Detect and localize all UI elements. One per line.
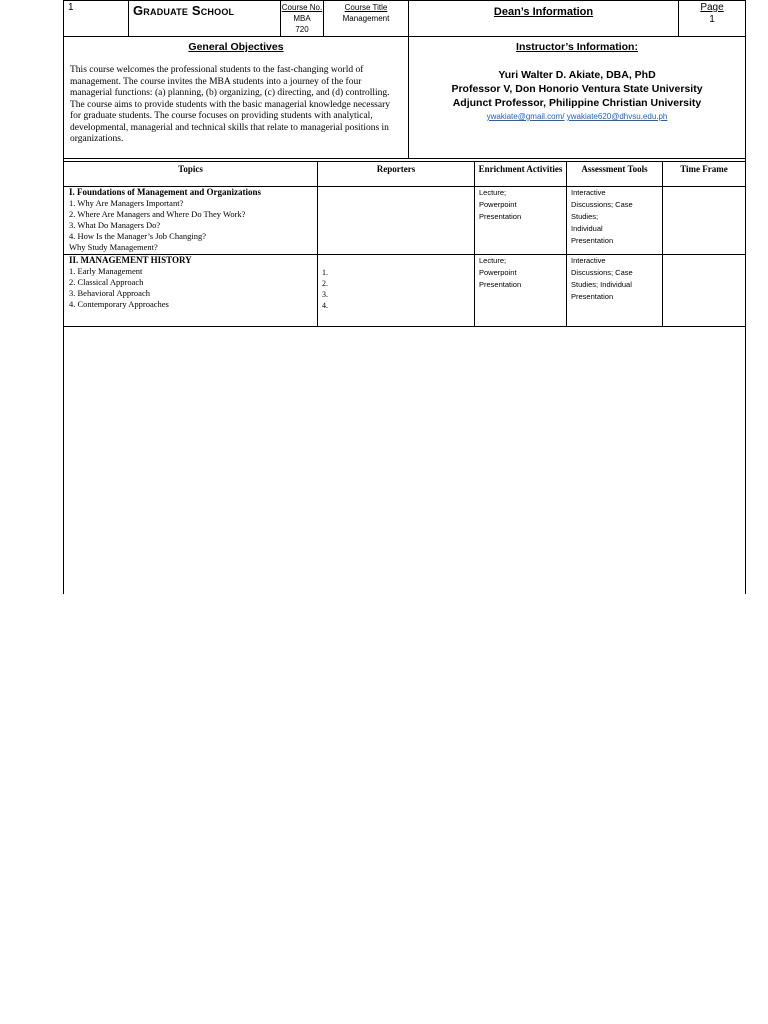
instructor-emails	[409, 112, 745, 121]
time-frame-cell	[663, 255, 745, 326]
syllabus-sheet	[63, 0, 746, 594]
table-row	[64, 255, 745, 327]
enrichment-line: Lecture;	[479, 188, 507, 197]
enrichment-line: Presentation	[479, 280, 522, 289]
topic-title: I. Foundations of Management and Organizations	[69, 187, 262, 197]
header-enrichment: Enrichment Activities	[475, 162, 567, 187]
instructor-title: Instructor’s Information:	[516, 41, 638, 53]
reporter-slot: 3.	[322, 290, 328, 299]
reporter-slot: 2.	[322, 279, 328, 288]
assessment-line: Studies;	[571, 212, 599, 221]
enrichment-line: Powerpoint	[479, 200, 517, 209]
course-title-value: Management	[342, 14, 390, 23]
topic-item: 4. Contemporary Approaches	[69, 299, 169, 309]
topic-item: Why Study Management?	[69, 242, 158, 252]
topic-item: 3. What Do Managers Do?	[69, 220, 161, 230]
topic-item: 1. Early Management	[69, 266, 143, 276]
instructor-position-1: Professor V, Don Honorio Ventura State University	[451, 83, 703, 95]
assessment-cell	[567, 255, 663, 326]
email-link-1[interactable]: ywakiate@gmail.com/	[486, 112, 565, 121]
instructor-position-2: Adjunct Professor, Philippine Christian University	[452, 97, 702, 109]
objectives-text: This course welcomes the professional students to the fast-changing world of management. The course invites the MBA students into a journey of the four managerial functions: (a) planning, (b) organizing, (c) directing, and (d) controlling. The course aims to provide students with the basic managerial knowledge necessary for graduate students. The course focuses on providing students with analytical, developmental, managerial and technical skills that relate to managerial positions in organizations.	[70, 65, 390, 144]
table-row	[64, 187, 745, 255]
header-reporters: Reporters	[318, 162, 475, 187]
time-frame-cell	[663, 187, 745, 254]
course-no-label: Course No.	[281, 3, 323, 12]
enrichment-cell	[475, 187, 567, 254]
header-topics: Topics	[64, 162, 318, 187]
assessment-line: Discussions; Case	[571, 200, 633, 209]
instructor-information	[409, 37, 745, 159]
header-assessment: Assessment Tools	[567, 162, 663, 187]
course-no-value: MBA 720	[293, 14, 311, 34]
topic-item: 1. Why Are Managers Important?	[69, 198, 184, 208]
reporters-cell	[318, 255, 475, 326]
topic-title: II. MANAGEMENT HISTORY	[69, 255, 192, 265]
page-label: Page	[700, 2, 724, 13]
assessment-line: Individual	[571, 224, 603, 233]
dean-information: Dean’s Information	[409, 1, 679, 37]
course-title-label: Course Title	[344, 3, 388, 12]
topic-item: 2. Where Are Managers and Where Do They Work?	[69, 209, 246, 219]
reporters-cell	[318, 187, 475, 254]
page-value: 1	[709, 14, 715, 25]
course-title-cell	[324, 1, 409, 37]
assessment-line: Discussions; Case	[571, 268, 633, 277]
reporter-slot: 1.	[322, 268, 328, 277]
course-no-cell	[281, 1, 324, 37]
enrichment-cell	[475, 255, 567, 326]
enrichment-line: Lecture;	[479, 256, 507, 265]
assessment-cell	[567, 187, 663, 254]
general-objectives	[64, 37, 409, 159]
school-name: Graduate School	[129, 1, 281, 37]
header-number: 1	[64, 1, 129, 37]
topic-cell	[64, 255, 318, 326]
topic-item: 2. Classical Approach	[69, 277, 144, 287]
instructor-name: Yuri Walter D. Akiate, DBA, PhD	[498, 69, 656, 81]
assessment-line: Studies; Individual	[571, 280, 632, 289]
table-header	[64, 161, 745, 187]
assessment-line: Presentation	[571, 292, 614, 301]
reporter-slot: 4.	[322, 301, 328, 310]
topic-item: 3. Behavioral Approach	[69, 288, 150, 298]
objectives-title: General Objectives	[188, 41, 284, 53]
header-time-frame: Time Frame	[680, 164, 728, 174]
topic-cell	[64, 187, 318, 254]
assessment-line: Interactive	[571, 188, 606, 197]
assessment-line: Interactive	[571, 256, 606, 265]
topic-item: 4. How Is the Manager’s Job Changing?	[69, 231, 207, 241]
enrichment-line: Powerpoint	[479, 268, 517, 277]
page-cell	[679, 1, 745, 37]
assessment-line: Presentation	[571, 236, 614, 245]
email-link-2[interactable]: ywakiate620@dhvsu.edu.ph	[566, 112, 668, 121]
header-row	[64, 0, 745, 37]
enrichment-line: Presentation	[479, 212, 522, 221]
